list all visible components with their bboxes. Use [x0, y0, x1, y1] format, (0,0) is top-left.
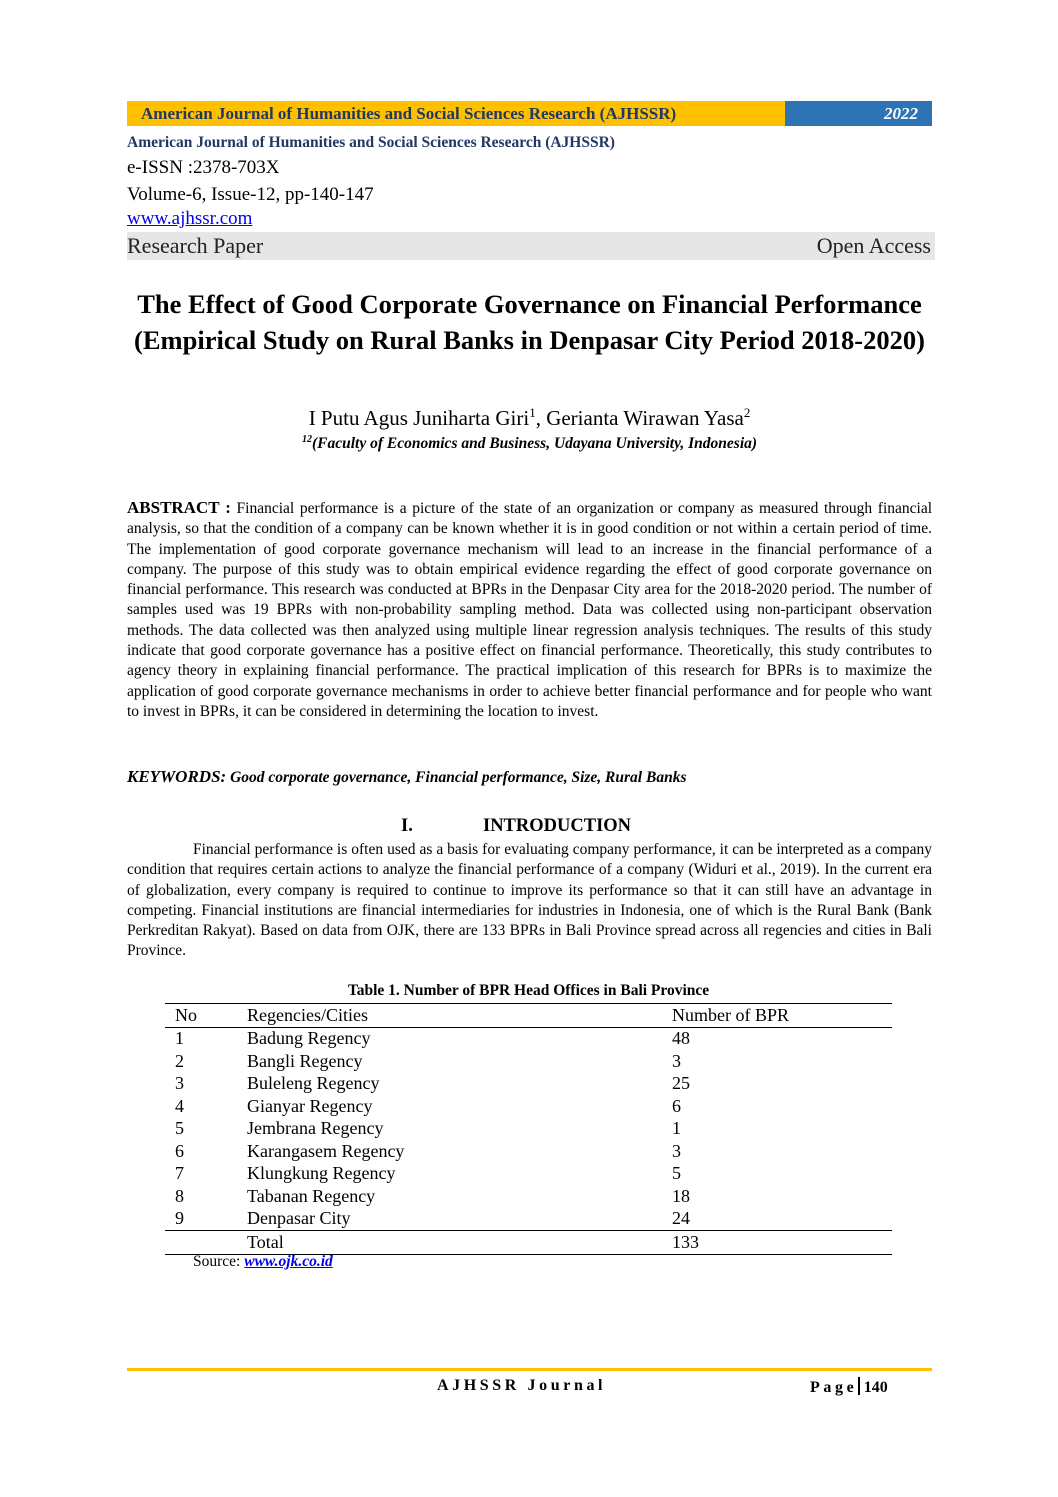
cell-region: Tabanan Regency — [247, 1185, 376, 1206]
cell-region: Buleleng Regency — [247, 1073, 380, 1094]
table-row — [165, 1027, 892, 1050]
author-2: Gerianta Wirawan Yasa — [546, 406, 744, 430]
cell-no: 8 — [175, 1185, 184, 1206]
cell-region: Jembrana Regency — [247, 1118, 384, 1139]
affiliation-text: (Faculty of Economics and Business, Udayana University, Indonesia) — [311, 435, 758, 453]
paper-title: The Effect of Good Corporate Governance on Financial Performance (Empirical Study on Rural Banks in Denpasar City Period 2018-2020) — [134, 289, 925, 355]
table-header-row — [165, 1004, 892, 1028]
cell-no: 1 — [175, 1028, 184, 1049]
author-separator: , — [535, 406, 547, 430]
cell-no: 3 — [175, 1073, 184, 1094]
cell-count: 24 — [672, 1208, 690, 1229]
cell-count: 48 — [672, 1028, 690, 1049]
cell-region: Denpasar City — [247, 1208, 351, 1229]
cell-count: 3 — [672, 1050, 681, 1071]
header-no: No — [165, 1004, 247, 1028]
cell-no: 9 — [175, 1208, 184, 1229]
authors — [127, 405, 932, 431]
issn: e-ISSN :2378-703X — [127, 157, 280, 178]
footer-page-label: Page — [810, 1379, 858, 1396]
footer-rule — [127, 1368, 932, 1371]
introduction-paragraph: Financial performance is often used as a basis for evaluating company performance, it can be interpreted as a company condition that requires certain actions to analyze the financial performance of a company (Widuri et al., 2019). In the current era of globalization, every company is required to continue to improve its performance so that it can still have an advantage in competing. Financial institutions are financial intermediaries for industries in Indonesia, one of which is the Rural Bank (Bank Perkreditan Rakyat). Based on data from OJK, there are 133 BPRs in Bali Province spread across all regencies and cities in Bali Province. — [127, 841, 932, 960]
total-value: 133 — [672, 1231, 892, 1255]
table-row — [165, 1095, 892, 1118]
footer-page — [810, 1377, 888, 1397]
cell-count: 1 — [672, 1118, 681, 1139]
author-1-sup: 1 — [529, 405, 536, 420]
cell-region: Gianyar Regency — [247, 1095, 373, 1116]
cell-no: 7 — [175, 1163, 184, 1184]
table-source — [193, 1253, 333, 1271]
running-header — [127, 101, 932, 126]
affiliation — [127, 434, 932, 453]
running-header-journal: American Journal of Humanities and Social Sciences Research (AJHSSR) — [127, 101, 785, 126]
footer-journal: AJHSSR Journal — [437, 1377, 607, 1394]
table-row — [165, 1208, 892, 1231]
cell-region: Badung Regency — [247, 1028, 371, 1049]
author-2-sup: 2 — [743, 405, 751, 420]
cell-empty — [165, 1231, 247, 1255]
footer-page-number: 140 — [863, 1379, 888, 1396]
cell-region: Bangli Regency — [247, 1050, 363, 1071]
table-row — [165, 1073, 892, 1096]
keywords-text: Good corporate governance, Financial performance, Size, Rural Banks — [230, 769, 687, 786]
table-caption: Table 1. Number of BPR Head Offices in Bali Province — [347, 982, 710, 999]
cell-no: 5 — [175, 1118, 184, 1139]
cell-count: 18 — [672, 1185, 690, 1206]
journal-website-link[interactable]: www.ajhssr.com — [127, 208, 253, 229]
cell-count: 6 — [672, 1095, 681, 1116]
cell-region: Karangasem Regency — [247, 1140, 405, 1161]
footer-divider — [858, 1377, 860, 1395]
header-number: Number of BPR — [672, 1004, 892, 1028]
table-row — [165, 1140, 892, 1163]
abstract — [127, 498, 932, 722]
cell-no: 6 — [175, 1140, 184, 1161]
journal-name: American Journal of Humanities and Social Sciences Research (AJHSSR) — [127, 134, 615, 151]
header-regencies: Regencies/Cities — [247, 1004, 672, 1028]
keywords-label: KEYWORDS: — [127, 767, 227, 786]
table-row — [165, 1163, 892, 1186]
cell-region: Klungkung Regency — [247, 1163, 396, 1184]
running-header-year: 2022 — [785, 101, 932, 126]
paper-type: Research Paper — [127, 233, 264, 258]
source-label: Source: — [193, 1253, 245, 1270]
author-1: I Putu Agus Juniharta Giri — [308, 406, 530, 430]
paper-type-bar — [127, 232, 935, 260]
bpr-table — [165, 1003, 892, 1255]
total-label: Total — [247, 1231, 672, 1255]
affiliation-sup: 12 — [301, 434, 312, 445]
table-row — [165, 1118, 892, 1141]
abstract-text: Financial performance is a picture of the state of an organization or company as measured through financial analysis, so that the condition of a company can be known whether it is in good condition or not within a certain period of time. The implementation of good corporate governance mechanism will lead to an increase in the financial performance of a company. The purpose of this study was to obtain empirical evidence regarding the effect of good corporate governance on financial performance. This research was conducted at BPRs in the Denpasar City area for the 2018-2020 period. The number of samples used was 19 BPRs with non-probability sampling method. Data was collected using non-participant observation methods. The data collected was then analyzed using multiple linear regression analysis techniques. The results of this study indicate that good corporate governance has a positive effect on financial performance. Theoretically, this study contributes to agency theory in explaining financial performance. The practical implication of this research for BPRs is to maximize the application of good corporate governance mechanisms in order to achieve better financial performance and for people who want to invest in BPRs, it can be considered in determining the location to invest. — [127, 500, 932, 720]
section-number: I. — [401, 816, 413, 836]
access-type: Open Access — [816, 233, 931, 258]
cell-count: 5 — [672, 1163, 681, 1184]
abstract-label: ABSTRACT : — [127, 498, 231, 517]
cell-no: 2 — [175, 1050, 184, 1071]
volume-info: Volume-6, Issue-12, pp-140-147 — [127, 184, 374, 205]
keywords — [127, 767, 932, 787]
section-title: INTRODUCTION — [483, 816, 632, 836]
table-row — [165, 1185, 892, 1208]
cell-count: 3 — [672, 1140, 681, 1161]
table-total-row — [165, 1231, 892, 1255]
table-row — [165, 1050, 892, 1073]
source-link[interactable]: www.ojk.co.id — [244, 1253, 333, 1270]
cell-count: 25 — [672, 1073, 690, 1094]
cell-no: 4 — [175, 1095, 184, 1116]
